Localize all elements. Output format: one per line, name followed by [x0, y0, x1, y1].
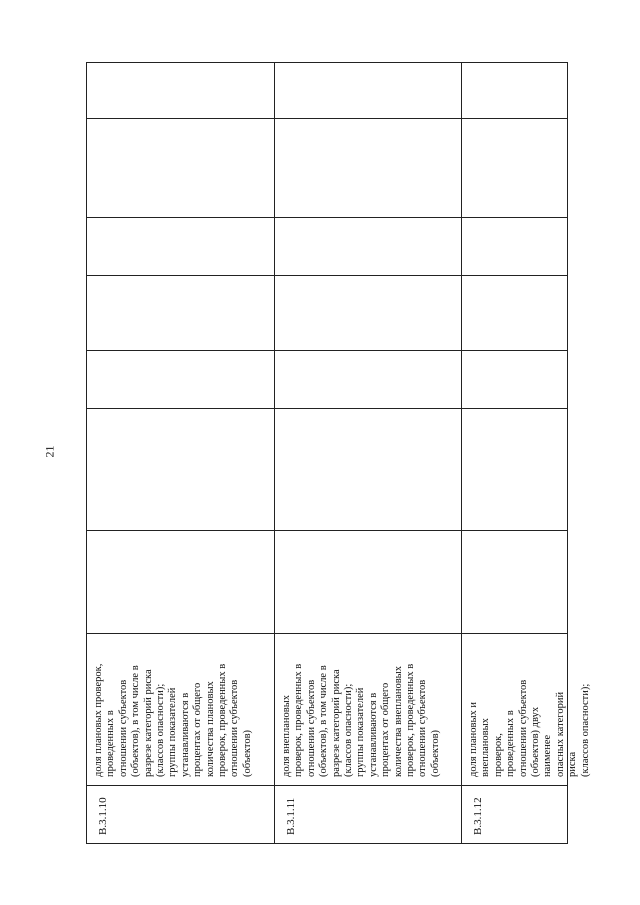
column-separator-6 [86, 530, 568, 531]
column-separator-8 [86, 785, 568, 786]
table-border-top [86, 62, 87, 844]
row-separator-2 [461, 62, 462, 844]
row-1-description: доля плановых проверок, проведенных в отношении субъектов (объектов), в том числе в разрезе категорий риска (классов опасности); группы показателей устанавливаются в процентах от общего количества плановых проверок, проведенных в отношении субъектов (объектов) [93, 663, 253, 777]
row-1-code: В.3.1.10 [97, 797, 109, 835]
table-border-left [86, 843, 568, 844]
row-2-description: доля внеплановых проверок, проведенных в отношении субъектов (объектов), в том числе в разрезе категорий риска (классов опасности); группы показателей устанавливаются в процентах от общего количества внеплановых проверок, проведенных в отношении субъектов (объектов) [281, 663, 441, 777]
column-separator-3 [86, 275, 568, 276]
row-3-code: В.3.1.12 [472, 797, 484, 835]
column-separator-5 [86, 408, 568, 409]
indicator-table [86, 62, 591, 844]
row-2-code: В.3.1.11 [285, 797, 297, 835]
column-separator-1 [86, 118, 568, 119]
row-3-description: доля плановых и внеплановых проверок, проведенных в отношении субъектов (объектов) двух наименее опасных категорий риска (классов опасности); [468, 679, 591, 777]
column-separator-2 [86, 217, 568, 218]
column-separator-4 [86, 350, 568, 351]
page-number: 21 [42, 445, 57, 458]
row-separator-1 [274, 62, 275, 844]
column-separator-7 [86, 633, 568, 634]
table-border-right [86, 62, 568, 63]
